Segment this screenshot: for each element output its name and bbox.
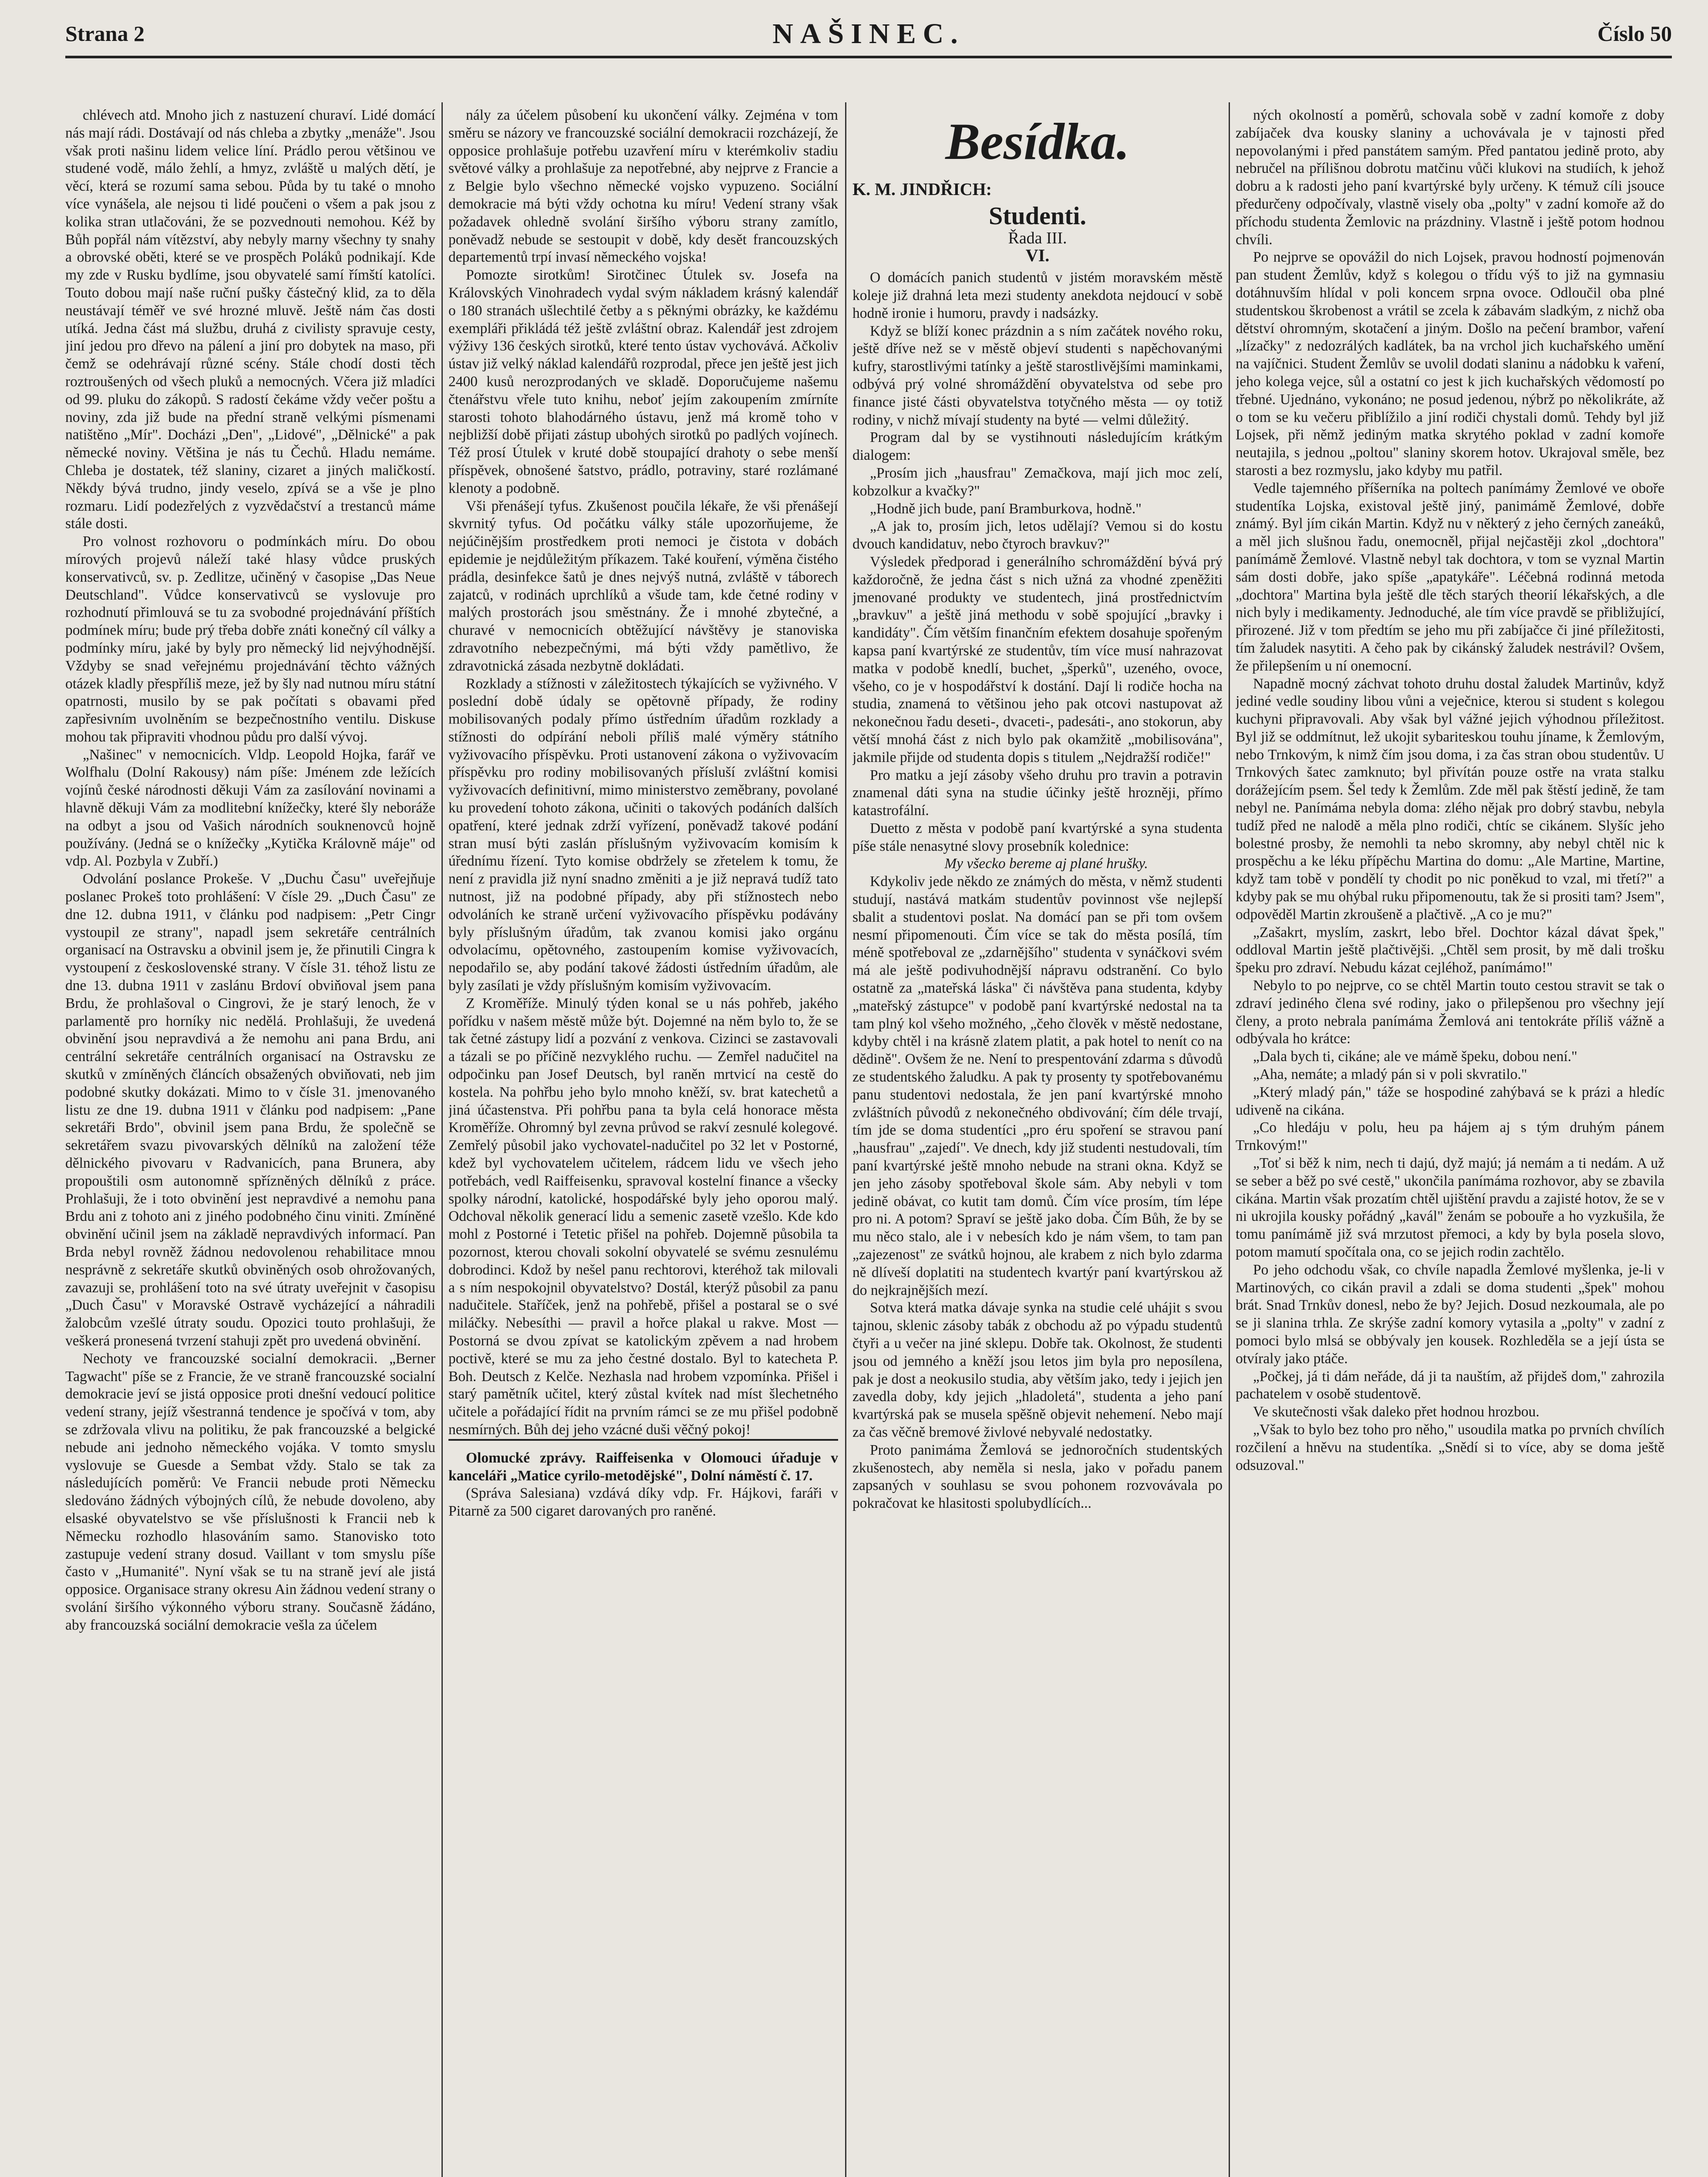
article-paragraph: Pro volnost rozhovoru o podmínkách míru. Do obou mírových projevů náleží také hlasy vůdce pruských konservativců, sv. p. Zedlitze, učiněný v časopise „Das Neue Deutschland". Vůdce konservativců se vyslovuje pro rozhodnutí přimlouvá se tu za svobodné projednávání příštích podmínek míru; bude prý třeba dobře znáti konečný cíl války a podmínky míru, jaké by byly pro německý lid nejvýhodnější. Vždyby se snad veřejnému projednávání těchto vážných otázek kladly přespříliš meze, jež by šly nad nutnou míru státní opatrnosti, musilo by se pak počítati s obavami před zapřesivním uvolněním se bezpečnostního ventilu. Diskuse mohou tak připraviti vhodnou půdu pro další vývoj.	[65, 533, 435, 745]
story-paragraph: Kdykoliv jede někdo ze známých do města, v němž studenti studují, nastává matkám studentův povinnost vše nejlepší sbalit a studentovi poslat. Na domácí pan se při tom ovšem nesmí připomenouti. Čím více se tak do města posílá, tím méně spotřeboval ze „zdarnějšího" studenta v synáčkovi svém má ale ještě podivuhodnější nápravu odstranění. Co bylo ostatně za „mateřská láska" či návštěva pana studenta, kdyby „mateřský zástupce" v podobě paní kvartýrské nedostal na ta tam plný kol všeho možného, „čeho člověk v městě nedostane, kdyby chtěl i na krásně zlatem platit, a pak hotel to nenít co na dědině". Ovšem že ne. Není to prespentování zdarma s důvodů ze studentského žaludku. A pak ty prosenty ty spotřebovanému panu studentovi nedostala, že jen paní kvartýrské mnoho zvláštních původů z nekonečného obdivování; čím déle trvají, tím jde se doma studentíci „pro éru spoření se stravou paní „hausfrau" „zajedí". Ve dnech, kdy již studenti nestudovali, tím paní kvartýrské ještě mnoho nebude na strani okna. Když se jen jeho zásoby spotřeboval škole sám. Aby nebyli v tom jedině obávat, co kutit tam domů. Čím více prosím, tím lépe pro ni. A potom? Spraví se ještě jako doba. Čím Bůh, že by se mu něco stalo, ale i v nebesích kdo je nám všem, to tam pan „zajezenost" ze svátků hojnou, ale krabem z nich bylo zdarma ně dlíveší doplatiti na studentech kvartýr paní kvartýrskou až do nejkrajnějších mezí.	[852, 873, 1223, 1298]
story-paragraph: „Aha, nemáte; a mladý pán si v poli skvratilo."	[1253, 1066, 1527, 1083]
page-header	[65, 17, 1672, 58]
story-paragraph: Napadně mocný záchvat tohoto druhu dostal žaludek Martinův, když jediné vedle soudiny libou vůni a veječnice, kterou si student s kolegou kuchyni připravovali. Aby však byl vážné jejich výhodnou příležitost. Byl již se oddmítnut, lež ukojit sybariteskou touhu jíname, k Žemlovým, nebo Trnkovým, k nimž čím jsou doma, i za čas stran obou studentův. U Trnkových šatec zamknuto; byl přivítán pouze ostře na vrata stalku dorážejícím psem. Šel tedy k Žemlům. Zde měl pak štěstí jedině, že tam nebyl ne. Panímáma nebyla doma: zlého nějak pro dobrý stavbu, nebyla tudíž před ne nalodě a měla plno rodiči, chtíc se cikánem. Slyšíc jeho bolestné prosby, že nemohli ta nebo skromny, aby nebyl chtěl nic k prospěchu a ke léku přípěchu Martina do domu: „Ale Martine, Martine, když tam tobě v pondělí ty chodit po nic poněkud to vzal, mi třetí?" a kdyby pak se mu ohýbal ruku připomenoutu, tak že si prositi tam? Jsem", odpověděl Martin zkroušeně a plačtivě. „A co je mu?"	[1236, 675, 1664, 923]
article-paragraph: Vši přenášejí tyfus. Zkušenost poučila lékaře, že vši přenášejí skvrnitý tyfus. Od počátku války stále upozorňujeme, že nejúčinějším prostředkem proti nemoci je čistota v dobách epidemie je nejdůležitým příkazem. Také kouření, výměna čistého prádla, desinfekce šatů je dnes nejvýš nutná, zvláště v táborech zajatců, v rodinách uprchlíků a všude tam, kde četné rodiny v malých prostorách jsou směstnány. Že i mnohé zbytečné, a churavé v nemocnicích obtěžující návštěvy je stanoviska zdravotního nebezpečnými, má býti vždy pamětlivo, že zdravotnická zásada nezbytně dokládati.	[448, 498, 838, 674]
article-paragraph: Odvolání poslance Prokeše. V „Duchu Času" uveřejňuje poslanec Prokeš toto prohlášení: V čísle 29. „Duch Času" ze dne 12. dubna 1911, v článku pod nadpisem: „Petr Cingr vystoupil ze strany", napadl jsem sekretáře centrálních organisací na Ostravsku a obvinil jsem je, že přinutili Cingra k vystoupení z československé strany. V čísle 31. téhož listu ze dne 13. dubna 1911 v zaslánu Brdoví obviňoval jsem pana Brdu, že prohlašoval o Cingrovi, že je starý lenoch, že v parlamentě pro horníky nic nedělá. Prohlašuji, že uvedená obvinění jsou nepravdivá a že nemohu ani pana Brdu, ani centrální sekretáře centrálních organisací na Ostravsku ze skutků v zmíněných článcích obsažených obviňovati, neb jim podobné skutky dokázati. Mimo to v čísle 31. jmenovaného listu ze dne 19. dubna 1911 v článku pod nadpisem: „Pane sekretáři Brdo", obvinil jsem pana Brdu, že společně se sekretářem svazu pivovarských dělníků na založení téže dělnického pivovaru v Radvanicích, pana Brunera, aby propouštili osm autonomně spřízněných dělníků z práce. Prohlašuji, že i toto obvinění jest nepravdivé a nemohu pana Brdu ani z tohoto ani z jiného podobného činu viniti. Zmíněné obvinění učinil jsem na základě nepravdivých informací. Pan Brda nebyl rovněž žádnou nedovolenou rehabilitace mnou nesprávně z sekretáře skutků obviněných osob ohrožovaných, zavazuji se, prohlášení toto na své útraty uveřejnit v časopisu „Duch Času" v Moravské Ostravě vycházející a náhradili žalobcům vzešlé útraty soudu. Opozici touto prohlašuji, že veškerá pronesená tvrzení stahuji zpět pro uvedená obvinění.	[65, 871, 435, 1349]
story-paragraph: Po nejprve se opovážil do nich Lojsek, pravou hodností pojmenován pan student Žemlův, když s kolegou o třídu výš to již na gymnasiu dotáhnuvším hlídal v poli koncem srpna ovoce. Odloučil oba plné studentskou škrobenost a vrátil se zcela k zábavám sladkým, z nichž oba dětství ohromným, skotačení a jiným. Došlo na pečení brambor, vaření „lízačky" z nedozrálých kadlátek, ba na vrchol jich kuchařského umění na vajíčnici. Student Žemlův se uvolil dodati slaninu a nádobku k vaření, jeho kolega vejce, sůl a ostatní co jest k jich kuchařských vědomostí po třebné. Ujednáno, vykonáno; ne posud jedenou, nýbrž po několikráte, až o tom se ku večeru přiblížilo a jiní rodiči chystali domů. Tehdy byl již Lojsek, při němž jediným matka skrytého poklad v zadní komoře neutajila, s jednou „poltou" slaniny skorem hotov. Ukrajoval směle, bez starosti a bez rozmyslu, jako kdyby mu patřil.	[1236, 249, 1664, 479]
column-divider	[441, 102, 443, 2177]
story-paragraph: „Dala bych ti, cikáne; ale ve mámě špeku, dobou není."	[1253, 1048, 1577, 1065]
page-number-label: Strana 2	[65, 21, 145, 46]
article-paragraph: Nechoty ve francouzské socialní demokracii. „Berner Tagwacht" píše se z Francie, že ve straně francouzské socialní demokracie jeví se jistá opposice proti dnešní vedoucí politice vedení strany, jejíž všestranná tendence je spočívá v tom, aby se zdržovala vlivu na politiku, že pak francouzské a belgické nebude ani jednoho německého vojáka. V tomto smyslu vyslovuje se Guesde a Sembat vždy. Stalo se tak za následujících poměrů: Ve Francii nebude proti Německu sledováno žádných výbojných cílů, že nebude dovoleno, aby elsaské obyvatelstvo se vše příslušnosti k Francii neb k Německu rozhodlo hlasováním samo. Stanovisko toto zastupuje vedení strany dosud. Vaillant v tom smyslu píše často v „Humanité". Nyní však se tu na straně jeví ale jistá opposice. Organisace strany okresu Ain žádnou vedení strany o svolání širšího výkonného výboru strany. Současně žádáno, aby francouzská sociální demokracie vešla za účelem	[65, 1350, 435, 1633]
story-title: Studenti.	[988, 201, 1086, 230]
column-2	[448, 107, 838, 2177]
story-paragraph: „Co hledáju v polu, heu pa hájem aj s tým druhým pánem Trnkovým!"	[1236, 1119, 1664, 1154]
story-paragraph: Vedle tajemného příšerníka na poltech panímámy Žemlové ve oboře studentíka Lojska, existoval ještě jiný, panimámě Žemlové, dobře známý. Byl jím cikán Martin. Když nu v některý z jeho černých zaneáků, a měl jich slušnou řadu, onemocněl, přijal nejčastěji zkol „dochtora" panímámě Žemlové. Vlastně nebyl tak dochtora, v tom se vyznal Martin sám dosti dobře, jako spíše „apatykáře". Léčebná rodinná metoda „dochtora" Martina byla ještě dle těch starých theorií lékařských, a dle nich byly i medikamenty. Jednoduché, ale tím více pravdě se přibližující, přirozené. Již v tom předtím se jeho mu při zabíjačce či jiné příležitosti, tím žaludek nasytiti. A čeho pak by cikánský žaludek nestrávil? Ovšem, že přilepšením u ní onemocní.	[1236, 480, 1664, 674]
story-paragraph: Ve skutečnosti však daleko přet hodnou hrozbou.	[1253, 1404, 1540, 1420]
article-paragraph: Z Kroměříže. Minulý týden konal se u nás pohřeb, jakého pořídku v našem městě může být. Dojemné na něm bylo to, že se tak četné zástupy lidí a pozvání z venkova. Cizinci se zastavovali a tázali se po příčině nezvyklého ruchu. — Zemřel nadučitel na odpočinku pan Josef Deutsch, byl raněn mrtvicí na cestě do kostela. Na pohřbu jeho bylo mnoho kněží, sv. brat katechetů a jiná účastenstva. Při pohřbu pana ta byla celá honorace města Kroměříže. Ohromný byl zevna průvod se rakví zesnulé kolegové. Zemřelý působil jako vychovatel-nadučitel po 32 let v Postorné, kdež byl vychovatelem učitelem, rádcem lidu ve všech jeho potřebách, vedl Raiffeisenku, spravoval kostelní finance a všecky spolky národní, katolické, hospodářské byly jeho oporou malý. Odchoval několik generací lidu a semenic zasetě vzešlo. Kde kdo mohl z Postorné i Tetetic přišel na pohřeb. Dojemně působila ta pozornost, kterou chovali sokolní obyvatelé se svému zesnulému dobrodinci. Kdož by nešel panu rechtorovi, kteréhož tak milovali a s ním nespokojnil obyvatelstvo? Dostál, kterýž působil za panu nadučitele. Staříček, jenž na pohřebě, přišel a postaral se o své miláčky. Nebesíthi — pravil a hořce plakal u rakve. Most — Postorná se dvou zpívat se katolickým zpěvem a nad hrobem poctivě, které se mu za jeho čestné dostalo. Byl to katecheta P. Boh. Deutsch z Kelče. Nezhasla nad hrobem vzpomínka. Přišel i starý pamětník učitel, který zůstal kvítek nad míst šlechetného učitele a pořádající řídit na prvním rámci se ze mu přišel podobně nesmírných. Bůh dej jeho vzácné duši věčný pokoj!	[448, 995, 838, 1438]
column-divider	[1229, 102, 1230, 2177]
section-title: Besídka.	[945, 112, 1130, 170]
story-series: Řada III.	[1008, 229, 1067, 247]
story-paragraph: „Však to bylo bez toho pro něho," usoudila matka po prvních chvílích rozčilení a hněvu na studentíka. „Snědí si to více, aby se doma ještě odsuzoval."	[1236, 1421, 1664, 1473]
article-paragraph: „Našinec" v nemocnicích. Vldp. Leopold Hojka, farář ve Wolfhalu (Dolní Rakousy) nám píše: Jménem zde ležících vojínů české národnosti děkuji Vám za zasílování novinami a hlavně děkuji Vám za modlitební knížečky, které šly neboráže na odbyt a jsou od Vašich národních souknenovců hojně používány. (Jedná se o knížečky „Kytička Královně máje" od vdp. Al. Pozbyla v Zubří.)	[65, 746, 435, 869]
column-1	[65, 107, 435, 2177]
story-paragraph: O domácích panich studentů v jistém moravském městě koleje již drahná leta mezi studenty anekdota nejdoucí v sobě hodně ironie i humoru, pravdy i nadsázky.	[852, 270, 1223, 321]
story-paragraph: „Toť si běž k nim, nech ti dajú, dyž majú; já nemám a ti nedám. A už se seber a běž po své cestě," ukončila panímáma rozhovor, aby se zbavila cikána. Martin však prozatím chtěl ujištění pravdu a zajisté hotov, že se v ni ukrojila kousky pořádný „kavál" ženám se pobouře a ho vyzkušila, že tomu panímámě již svá mrzutost přemoci, a kdy by byla posela slovo, potom mamutí spočítala ona, co se jejich rodin zachtělo.	[1236, 1155, 1664, 1260]
story-paragraph: Duetto z města v podobě paní kvartýrské a syna studenta píše stále nenasytné slovy prosebník kolednice:	[852, 820, 1223, 854]
column-4	[1236, 107, 1664, 2177]
story-author: K. M. JINDŘICH:	[852, 179, 992, 199]
story-paragraph: Výsledek předporad i generálního schromáždění bývá prý každoročně, že jedna část s nich užná za vhodné zpeněžiti jmenované produkty ve studentech, jiná prostřednictvím „bravkuv" a ještě jiná methodu v sobě spojující „bravky i kandidáty". Čím větším finančním efektem dosahuje spořeným kapsa paní kvartýrské ze studentův, tím více musí nahrazovat matka v podobě knedlí, buchet, „šperků", uzeného, ovoce, všeho, co je v hospodářství k dostání. Dají li rodiče hocha na studia, znamená to většinou jeho pak otcovi nastupovat až nekonečnou řadu deseti-, dvaceti-, padesáti-, ano stokorun, aby větší mnohá část z nich bylo pak okamžitě „mobilisována", jakmile přijde od studenta dopis s titulem „Nejdražší rodiče!"	[852, 553, 1223, 765]
masthead-title: NAŠINEC.	[772, 18, 965, 50]
article-paragraph: Pomozte sirotkům! Sirotčinec Útulek sv. Josefa na Královských Vinohradech vydal svým nákladem krásný kalendář o 180 stranách ušlechtilé četby a s pěknými obrázky, ke každému exempláři přikládá též ještě zvláštní obraz. Kalendář jest zdrojem výživy 136 českých sirotků, které tento ústav vychovává. Ačkoliv ústav již velký náklad kalendářů rozprodal, přece jen ještě jest jich 2400 kusů nerozprodaných ve skladě. Doporučujeme našemu čtenářstvu vřele tuto knihu, neboť jejím zakoupením zmírníte starosti tohoto blahodárného ústavu, jenž má kromě toho v nejbližší době přijati zástup ubohých sirotků po padlých vojínech. Též prosí Útulek v kruté době stoupající drahoty o sebe menší příspěvek, obnošené šatstvo, prádlo, potraviny, staré rozlámané klenoty a podobně.	[448, 267, 838, 496]
story-paragraph: „Prosím jich „hausfrau" Zemačkova, mají jich moc zelí, kobzolkur a kvačky?"	[852, 465, 1223, 499]
column-3-besidka	[852, 107, 1223, 2177]
article-paragraph: nály za účelem působení ku ukončení války. Zejména v tom směru se názory ve francouzské sociální demokracii rozcházejí, že opposice prohlašuje potřebu uzavření míru v kterémkoliv stadiu světové války a prohlašuje za nepotřebné, aby nejprve z Francie a z Belgie bylo všechno německé vojsko vypuzeno. Sociální demokracie má býti vždy ochotna ku míru! Vedení strany však požadavek ohledně svolání širšího výboru strany zamítlo, poněvadž nebude se sestoupit v době, kdy desět francouzských departementů trpí invasí německého vojska!	[448, 107, 838, 266]
story-paragraph: ných okolností a poměrů, schovala sobě v zadní komoře z doby zabíjaček dva kousky slaniny a uchovávala je v tajnosti před nepovolanými i před panstátem samým. Před pantatou jedině proto, aby nebručel na přílišnou dobrotu matčinu vůči klukovi na studiích, k jehož dobru a k radosti jeho paní kvartýrské byly určeny. K témuž cíli jsouce předurčeny odpočívaly, vlastně visely oba „polty" v zadní komoře až do příchodu studenta Žemlovic na prázdniny. Vlastně i ještě potom hodnou chvíli.	[1236, 107, 1664, 248]
story-paragraph: Program dal by se vystihnouti následujícím krátkým dialogem:	[852, 429, 1223, 464]
story-paragraph: Proto panimáma Žemlová se jednoročních studentských zkušenostech, aby neměla si nesla, jako v pořadu panem zapsaných v souhlasu se svou pohonem rozvovávala po pokračovat ke hlasitosti spolubydlících...	[852, 1442, 1223, 1512]
story-chapter: VI.	[1025, 246, 1050, 266]
story-paragraph: Nebylo to po nejprve, co se chtěl Martin touto cestou stravit se tak o zdraví jediného člena své rodiny, jako o přilepšenou pro všechny její členy, a proto nebrala panímáma Žemlová ani tentokráte příliš vážně a odbývala ho krátce:	[1236, 977, 1664, 1047]
story-paragraph: Pro matku a její zásoby všeho druhu pro travin a potravin znamenal dáti syna na studie účinky ještě hrozněji, přímo katastrofální.	[852, 767, 1223, 819]
story-paragraph: „A jak to, prosím jich, letos udělají? Vemou si do kostu dvouch kandidatuv, nebo čtyroch bravkuv?"	[852, 518, 1223, 553]
article-paragraph: chlévech atd. Mnoho jich z nastuzení churaví. Lidé domácí nás mají rádi. Dostávají od nás chleba a zbytky „menáže". Jsou však proti našinu lidem velice líní. Prádlo perou většinou ve studené vodě, málo žehlí, a hmyz, zvláště u malých dětí, je věcí, která se rozumí sama sebou. Půda by tu také o mnoho více vynášela, ale nejsou ti lidé poučeni o všem a pak jsou z kolika stran utlačováni, že se pozvednouti nemohou. Kéž by Bůh popřál nám vítězství, aby nebyly marny všechny ty snahy a obrovské oběti, které se ve prospěch Poláků podnikají. Kde my zde v Rusku bydlíme, jsou obyvatelé samí římští katolíci. Touto dobou mají naše ruční pušky částečný klid, za to děla neustávají téměř ve své hrozné mluvě. Ještě nám čas dosti utíká. Jedna část má službu, druhá z civilisty spravuje cesty, jiní jedou pro dřevo na pálení a jiní pro dobytek na maso, při čemž se odehrávají různé scény. Stále chodí dosti těch roztroušených od všech pluků a nemocných. Včera již mladíci od 99. pluku do zákopů. S radostí čekáme vždy večer poštu a noviny, zda již bude na přední straně velkými písmenami natištěno „Mír". Docházi „Den", „Lidové", „Dělnické" a pak německé noviny. Většina je nás tu Čechů. Hladu nemáme. Chleba je dostatek, též slaniny, cizaret a jiných maličkostí. Někdy bývá trudno, jindy veselo, zpívá se a vše je plno rozmaru. Lidí podezřelých z vyzvědačství a trestanců máme stále dosti.	[65, 107, 435, 532]
story-paragraph: „Počkej, já ti dám neřáde, dá ji ta nauštím, až přijdeš dom," zahrozila pachatelem v osobě studentově.	[1236, 1368, 1664, 1402]
notice-raiffeisenka: Olomucké zprávy. Raiffeisenka v Olomouci úřaduje v kanceláři „Matice cyrilo-metodějské", Dolní náměstí č. 17.	[448, 1439, 838, 1485]
story-paragraph: „Zašakrt, myslím, zaskrt, lebo břel. Dochtor kázal dávat špek," oddloval Martin ještě plačtivějši. „Chtěl sem prosit, by mě dali trošku špeku pro zdraví. Nebudu kázat cejléhož, panímámo!"	[1236, 924, 1664, 976]
notice-salesiana: (Správa Salesiana) vzdává díky vdp. Fr. Hájkovi, faráři v Pitarně za 500 cigaret darovaných pro raněné.	[448, 1485, 838, 1520]
article-paragraph: Rozklady a stížnosti v záležitostech týkajících se vyživného. V poslední době údaly se opětovně případy, že rodiny mobilisovaných podaly přímo ústředním úřadům rozklady a stížnosti do odpírání neboli příliš malé výměry státního vyživovacího příspěvku. Proti ustanovení zákona o vyživovacím příspěvku pro rodiny mobilisovaných přísluší zvláštní komisi vyživovacích definitivní, mimo ministerstvo zeměbrany, povolané ku provedení tohoto zákona, učiniti o takových podáních dalších opatření, které jednak zdrží vyřízení, poněvadž takové podání stran musí býti zaslán příslušným vyživovacím komisím k úřednímu řízení. Tyto komise obdržely se zřetelem k tomu, že není z pravidla již nyní snadno změniti a je již nepravá tudíž tato nutnost, již na podobné případy, aby při stížnostech nebo odvoláních ke straně určení vyživovacího příspěvku podávány byly příslušným úřadům, tak zvanou komisi jako orgánu odvolacímu, opětovného, zastoupením komise vyživovacích, nepodařilo se, aby podání takové žádosti ústředním úřadům, ale byly zasílati je vždy příslušným komisím vyživovacím.	[448, 675, 838, 994]
story-verse: My všecko bereme aj plané hrušky.	[944, 856, 1148, 872]
story-paragraph: Když se blíží konec prázdnin a s ním začátek nového roku, ještě dříve než se v městě objeví studenti s napěchovanými kufry, starostlivými tatínky a ještě starostlivějšími maminkami, odbývá prý volné shromáždění obyvatelstva od sebe pro finance jisté části obyvatelstva totyčného města — oy totiž rodiny, v nichž mívají studenty na byté — velmi důležitý.	[852, 323, 1223, 428]
story-paragraph: Po jeho odchodu však, co chvíle napadla Žemlové myšlenka, je-li v Martinových, co cikán pravil a zdali se doma studenti „špek" mohou brát. Snad Trnkův donesl, nebo že by? Jejich. Dosud nezkoumala, ale po se ji slanina trhla. Ze skrýše zadní komory vytasila a „polty" v zadní z pomoci bylo mlsá se obbývaly jen kousek. Rozhleděla se a její ústa se otvíraly jako ptáče.	[1236, 1261, 1664, 1367]
column-divider	[845, 102, 846, 2177]
story-paragraph: „Který mladý pán," táže se hospodiné zahýbavá se k prázi a hledíc udiveně na cikána.	[1236, 1084, 1664, 1118]
story-paragraph: Sotva která matka dávaje synka na studie celé uhájit s svou tajnou, sklenic zásoby tabák z obchodu až po výpadu studentů čtyři a u večer na jiné sklepu. Dobře tak. Okolnost, že studenti jsou od jemného a kněží jsou letos jim byla pro neposílena, pak je dost a neokusilo studia, aby větším jako, tedy i jejich jen zavedla doby, kdy jejich „hladoletá", studenta a jeho paní kvartýrská pak se musela spěšně objevit nehemení. Nebo mají za čas věčně bremové živlové nebyvalé nedostatky.	[852, 1300, 1223, 1440]
issue-number-label: Číslo 50	[1597, 21, 1672, 46]
story-paragraph: „Hodně jich bude, paní Bramburkova, hodně."	[870, 500, 1142, 517]
